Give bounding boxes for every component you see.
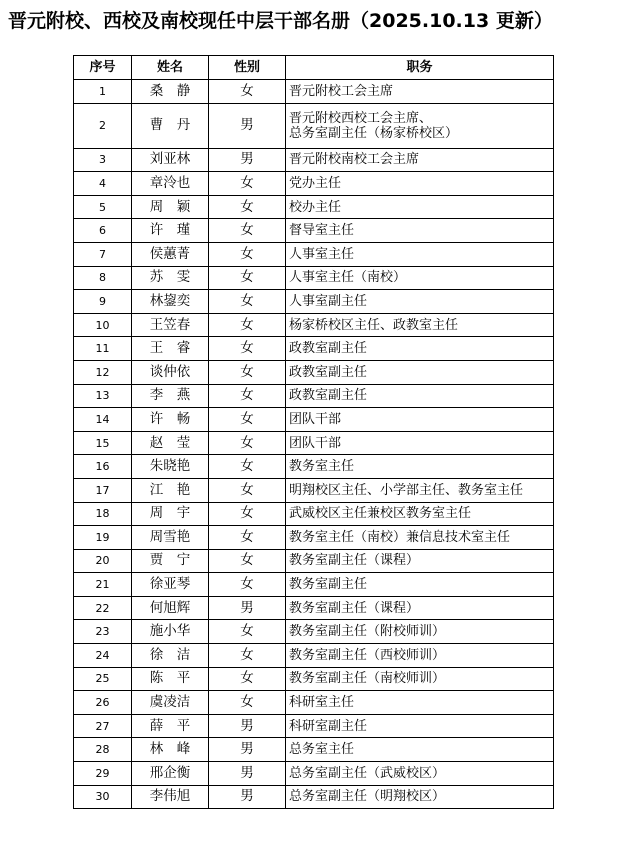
row-number: 20 [74, 549, 132, 573]
row-number: 9 [74, 290, 132, 314]
row-gender: 女 [209, 290, 286, 314]
table-row [74, 290, 554, 314]
table-row [74, 738, 554, 762]
row-role: 教务室副主任（课程） [286, 596, 554, 620]
row-name: 贾 宁 [132, 549, 209, 573]
row-name: 林鋆奕 [132, 290, 209, 314]
table-header-row [74, 56, 554, 80]
table-row [74, 714, 554, 738]
table-row [74, 195, 554, 219]
row-number: 17 [74, 478, 132, 502]
row-name: 周 宇 [132, 502, 209, 526]
row-name: 章泠也 [132, 172, 209, 196]
row-number: 10 [74, 313, 132, 337]
header-gender: 性别 [209, 56, 286, 80]
row-role: 人事室副主任 [286, 290, 554, 314]
row-gender: 女 [209, 478, 286, 502]
row-gender: 女 [209, 644, 286, 668]
table-row [74, 384, 554, 408]
table-row [74, 80, 554, 104]
table-row [74, 596, 554, 620]
row-name: 邢企衡 [132, 762, 209, 786]
row-gender: 女 [209, 384, 286, 408]
table-row [74, 337, 554, 361]
row-name: 桑 静 [132, 80, 209, 104]
row-name: 朱晓艳 [132, 455, 209, 479]
row-number: 14 [74, 408, 132, 432]
row-name: 刘亚林 [132, 148, 209, 172]
row-number: 13 [74, 384, 132, 408]
row-gender: 女 [209, 526, 286, 550]
row-role: 武威校区主任兼校区教务室主任 [286, 502, 554, 526]
row-name: 薛 平 [132, 714, 209, 738]
row-role: 教务室副主任（南校师训） [286, 667, 554, 691]
row-gender: 男 [209, 738, 286, 762]
row-role: 政教室副主任 [286, 360, 554, 384]
row-role: 人事室主任（南校） [286, 266, 554, 290]
row-gender: 女 [209, 242, 286, 266]
row-role: 教务室副主任（附校师训） [286, 620, 554, 644]
table-row [74, 219, 554, 243]
table-row [74, 455, 554, 479]
row-gender: 女 [209, 337, 286, 361]
row-role: 党办主任 [286, 172, 554, 196]
table-row [74, 644, 554, 668]
header-name: 姓名 [132, 56, 209, 80]
table-row [74, 313, 554, 337]
row-number: 26 [74, 691, 132, 715]
header-role: 职务 [286, 56, 554, 80]
row-role: 人事室主任 [286, 242, 554, 266]
table-row [74, 785, 554, 809]
row-number: 25 [74, 667, 132, 691]
table-row [74, 549, 554, 573]
row-role: 教务室副主任（西校师训） [286, 644, 554, 668]
row-gender: 女 [209, 219, 286, 243]
row-number: 2 [74, 103, 132, 148]
row-number: 15 [74, 431, 132, 455]
row-gender: 女 [209, 502, 286, 526]
table-row [74, 526, 554, 550]
row-gender: 女 [209, 620, 286, 644]
row-gender: 女 [209, 431, 286, 455]
table-row [74, 242, 554, 266]
row-number: 11 [74, 337, 132, 361]
table-body [74, 80, 554, 809]
row-role: 晋元附校西校工会主席、 总务室副主任（杨家桥校区） [286, 103, 554, 148]
row-gender: 女 [209, 313, 286, 337]
row-gender: 女 [209, 691, 286, 715]
row-gender: 女 [209, 455, 286, 479]
row-role: 政教室副主任 [286, 337, 554, 361]
row-role: 晋元附校南校工会主席 [286, 148, 554, 172]
row-gender: 男 [209, 762, 286, 786]
row-gender: 女 [209, 549, 286, 573]
row-gender: 男 [209, 103, 286, 148]
table-row [74, 266, 554, 290]
row-name: 曹 丹 [132, 103, 209, 148]
row-role: 科研室主任 [286, 691, 554, 715]
row-name: 周雪艳 [132, 526, 209, 550]
row-name: 李 燕 [132, 384, 209, 408]
row-gender: 男 [209, 785, 286, 809]
table-row [74, 408, 554, 432]
row-name: 江 艳 [132, 478, 209, 502]
staff-roster-table [73, 55, 554, 809]
row-name: 许 畅 [132, 408, 209, 432]
table-row [74, 172, 554, 196]
table-row [74, 667, 554, 691]
row-role: 总务室副主任（武威校区） [286, 762, 554, 786]
row-number: 6 [74, 219, 132, 243]
row-gender: 男 [209, 714, 286, 738]
row-gender: 男 [209, 596, 286, 620]
row-role: 团队干部 [286, 408, 554, 432]
row-number: 22 [74, 596, 132, 620]
row-role: 校办主任 [286, 195, 554, 219]
row-number: 1 [74, 80, 132, 104]
table-row [74, 148, 554, 172]
row-number: 29 [74, 762, 132, 786]
row-number: 21 [74, 573, 132, 597]
row-name: 虞凌洁 [132, 691, 209, 715]
table-row [74, 478, 554, 502]
row-role: 教务室副主任 [286, 573, 554, 597]
table-row [74, 502, 554, 526]
row-number: 23 [74, 620, 132, 644]
row-name: 王笠春 [132, 313, 209, 337]
document-title: 晋元附校、西校及南校现任中层干部名册（2025.10.13 更新） [8, 10, 553, 32]
row-role: 督导室主任 [286, 219, 554, 243]
row-number: 4 [74, 172, 132, 196]
row-number: 18 [74, 502, 132, 526]
row-gender: 女 [209, 266, 286, 290]
row-role: 教务室副主任（课程） [286, 549, 554, 573]
table-row [74, 431, 554, 455]
row-name: 林 峰 [132, 738, 209, 762]
row-name: 李伟旭 [132, 785, 209, 809]
row-name: 施小华 [132, 620, 209, 644]
row-name: 王 睿 [132, 337, 209, 361]
row-number: 8 [74, 266, 132, 290]
table-row [74, 762, 554, 786]
row-name: 何旭辉 [132, 596, 209, 620]
row-gender: 女 [209, 80, 286, 104]
row-number: 30 [74, 785, 132, 809]
row-role: 教务室主任（南校）兼信息技术室主任 [286, 526, 554, 550]
row-name: 周 颖 [132, 195, 209, 219]
row-name: 侯蕙菁 [132, 242, 209, 266]
row-number: 16 [74, 455, 132, 479]
table-row [74, 573, 554, 597]
row-role: 政教室副主任 [286, 384, 554, 408]
row-number: 12 [74, 360, 132, 384]
row-name: 徐亚琴 [132, 573, 209, 597]
row-role: 晋元附校工会主席 [286, 80, 554, 104]
table-row [74, 691, 554, 715]
row-gender: 女 [209, 360, 286, 384]
row-name: 许 瑾 [132, 219, 209, 243]
row-gender: 女 [209, 573, 286, 597]
row-number: 5 [74, 195, 132, 219]
table-row [74, 360, 554, 384]
row-number: 27 [74, 714, 132, 738]
row-role: 团队干部 [286, 431, 554, 455]
row-role: 总务室副主任（明翔校区） [286, 785, 554, 809]
row-role: 总务室主任 [286, 738, 554, 762]
row-gender: 男 [209, 148, 286, 172]
row-name: 陈 平 [132, 667, 209, 691]
row-gender: 女 [209, 667, 286, 691]
row-gender: 女 [209, 172, 286, 196]
row-number: 3 [74, 148, 132, 172]
row-name: 谈仲依 [132, 360, 209, 384]
table-row [74, 620, 554, 644]
table-row [74, 103, 554, 148]
row-role: 教务室主任 [286, 455, 554, 479]
row-role: 科研室副主任 [286, 714, 554, 738]
row-number: 19 [74, 526, 132, 550]
row-number: 28 [74, 738, 132, 762]
row-gender: 女 [209, 195, 286, 219]
row-gender: 女 [209, 408, 286, 432]
row-name: 赵 莹 [132, 431, 209, 455]
row-name: 徐 洁 [132, 644, 209, 668]
row-number: 24 [74, 644, 132, 668]
row-name: 苏 雯 [132, 266, 209, 290]
row-number: 7 [74, 242, 132, 266]
row-role: 杨家桥校区主任、政教室主任 [286, 313, 554, 337]
row-role: 明翔校区主任、小学部主任、教务室主任 [286, 478, 554, 502]
header-num: 序号 [74, 56, 132, 80]
